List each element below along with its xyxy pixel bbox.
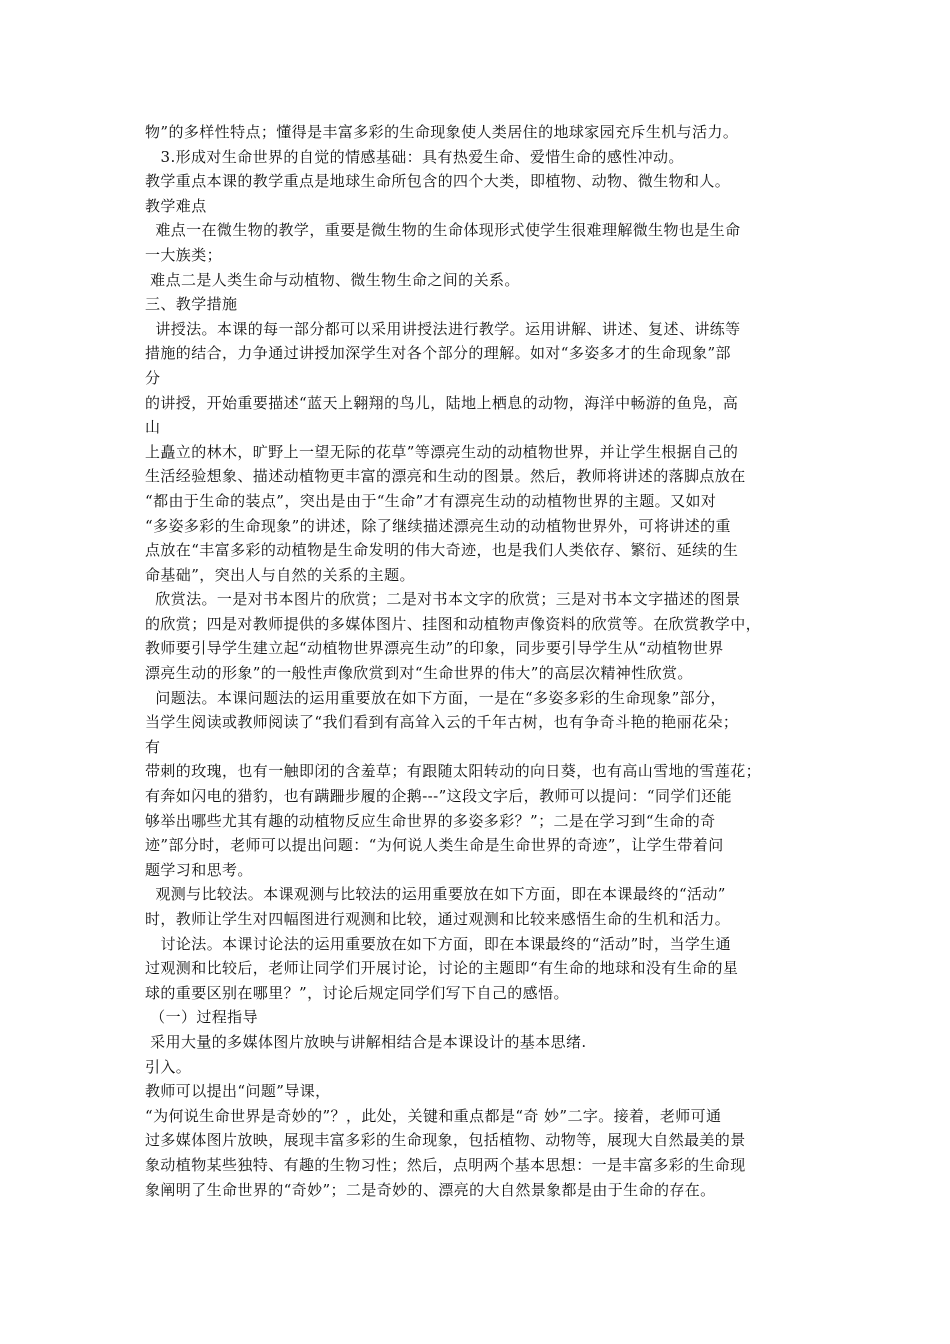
text-line: 引入。: [145, 1057, 192, 1076]
text-line: 山: [145, 418, 161, 437]
text-line: 上矗立的林木，旷野上一望无际的花草”等漂亮生动的动植物世界，并让学生根据自己的: [145, 442, 739, 461]
text-line: 有奔如闪电的猎豹，也有蹒跚步履的企鹅---”这段文字后，教师可以提问：“同学们还能: [145, 787, 732, 806]
text-line: 象阐明了生命世界的“奇妙”；二是奇妙的、漂亮的大自然景象都是由于生命的存在。: [145, 1180, 716, 1199]
text-line: 一大族类；: [145, 245, 223, 264]
text-line: 象动植物某些独特、有趣的生物习性；然后，点明两个基本思想：一是丰富多彩的生命现: [145, 1155, 746, 1174]
text-line: “多姿多彩的生命现象”的讲述，除了继续描述漂亮生动的动植物世界外，可将讲述的重: [145, 516, 731, 535]
section-heading: （一）过程指导: [145, 1008, 258, 1027]
text-line: 3.形成对生命世界的自觉的情感基础：具有热爱生命、爱惜生命的感性冲动。: [145, 147, 684, 166]
text-line: 问题法。本课问题法的运用重要放在如下方面，一是在“多姿多彩的生命现象”部分，: [145, 688, 726, 707]
text-line: 讨论法。本课讨论法的运用重要放在如下方面，即在本课最终的“活动”时，当学生通: [145, 934, 732, 953]
text-line: 够举出哪些尤其有趣的动植物反应生命世界的多姿多彩？”；二是在学习到“生命的奇: [145, 811, 716, 830]
text-line: 教师要引导学生建立起“动植物世界漂亮生动”的印象，同步要引导学生从“动植物世界: [145, 639, 724, 658]
text-line: 分: [145, 368, 161, 387]
text-line: 有: [145, 737, 161, 756]
text-line: 题学习和思考。: [145, 860, 253, 879]
section-heading: 三、教学措施: [145, 295, 238, 314]
text-line: 教学重点本课的教学重点是地球生命所包含的四个大类，即植物、动物、微生物和人。: [145, 172, 731, 191]
text-line: 的讲授，开始重要描述“蓝天上翱翔的鸟儿，陆地上栖息的动物，海洋中畅游的鱼凫，高: [145, 393, 739, 412]
text-line: 的欣赏；四是对教师提供的多媒体图片、挂图和动植物声像资料的欣赏等。在欣赏教学中，: [145, 614, 762, 633]
text-line: 措施的结合，力争通过讲授加深学生对各个部分的理解。如对“多姿多才的生命现象”部: [145, 344, 731, 363]
text-line: 生活经验想象、描述动植物更丰富的漂亮和生动的图景。然后，教师将讲述的落脚点放在: [145, 467, 746, 486]
text-line: 采用大量的多媒体图片放映与讲解相结合是本课设计的基本思绪.: [145, 1032, 587, 1051]
text-line: 教师可以提出“问题”导课，: [145, 1082, 331, 1101]
text-line: 带刺的玫瑰，也有一触即闭的含羞草；有跟随太阳转动的向日葵，也有高山雪地的雪莲花；: [145, 762, 762, 781]
text-line: 难点二是人类生命与动植物、微生物生命之间的关系。: [145, 270, 520, 289]
text-line: 过观测和比较后，老师让同学们开展讨论，讨论的主题即“有生命的地球和没有生命的星: [145, 959, 739, 978]
text-line: “都由于生命的装点”，突出是由于“生命”才有漂亮生动的动植物世界的主题。又如对: [145, 491, 717, 510]
text-line: 讲授法。本课的每一部分都可以采用讲授法进行教学。运用讲解、讲述、复述、讲练等: [145, 319, 741, 338]
text-line: 漂亮生动的形象”的一般性声像欣赏到对“生命世界的伟大”的高层次精神性欣赏。: [145, 664, 693, 683]
text-line: 过多媒体图片放映，展现丰富多彩的生命现象，包括植物、动物等，展现大自然最美的景: [145, 1131, 746, 1150]
text-line: “为何说生命世界是奇妙的”？，此处，关键和重点都是“奇 妙”二字。接着，老师可通: [145, 1106, 722, 1125]
text-line: 欣赏法。一是对书本图片的欣赏；二是对书本文字的欣赏；三是对书本文字描述的图景: [145, 590, 741, 609]
text-line: 观测与比较法。本课观测与比较法的运用重要放在如下方面，即在本课最终的“活动”: [145, 885, 726, 904]
text-line: 时，教师让学生对四幅图进行观测和比较，通过观测和比较来感悟生命的生机和活力。: [145, 910, 731, 928]
text-line: 球的重要区别在哪里？”，讨论后规定同学们写下自己的感悟。: [145, 983, 569, 1002]
document-page: [145, 120, 810, 1202]
text-line: 物”的多样性特点；懂得是丰富多彩的生命现象使人类居住的地球家园充斥生机与活力。: [145, 123, 739, 141]
text-line: 迹”部分时，老师可以提出问题：“为何说人类生命是生命世界的奇迹”，让学生带着问: [145, 836, 724, 855]
text-line: 点放在“丰富多彩的动植物是生命发明的伟大奇迹，也是我们人类依存、繁衍、延续的生: [145, 541, 739, 560]
section-heading: 教学难点: [145, 196, 207, 215]
text-line: 命基础”，突出人与自然的关系的主题。: [145, 565, 415, 584]
text-line: 当学生阅读或教师阅读了“我们看到有高耸入云的千年古树，也有争奇斗艳的艳丽花朵；: [145, 713, 739, 732]
text-line: 难点一在微生物的教学，重要是微生物的生命体现形式使学生很难理解微生物也是生命: [145, 221, 741, 240]
